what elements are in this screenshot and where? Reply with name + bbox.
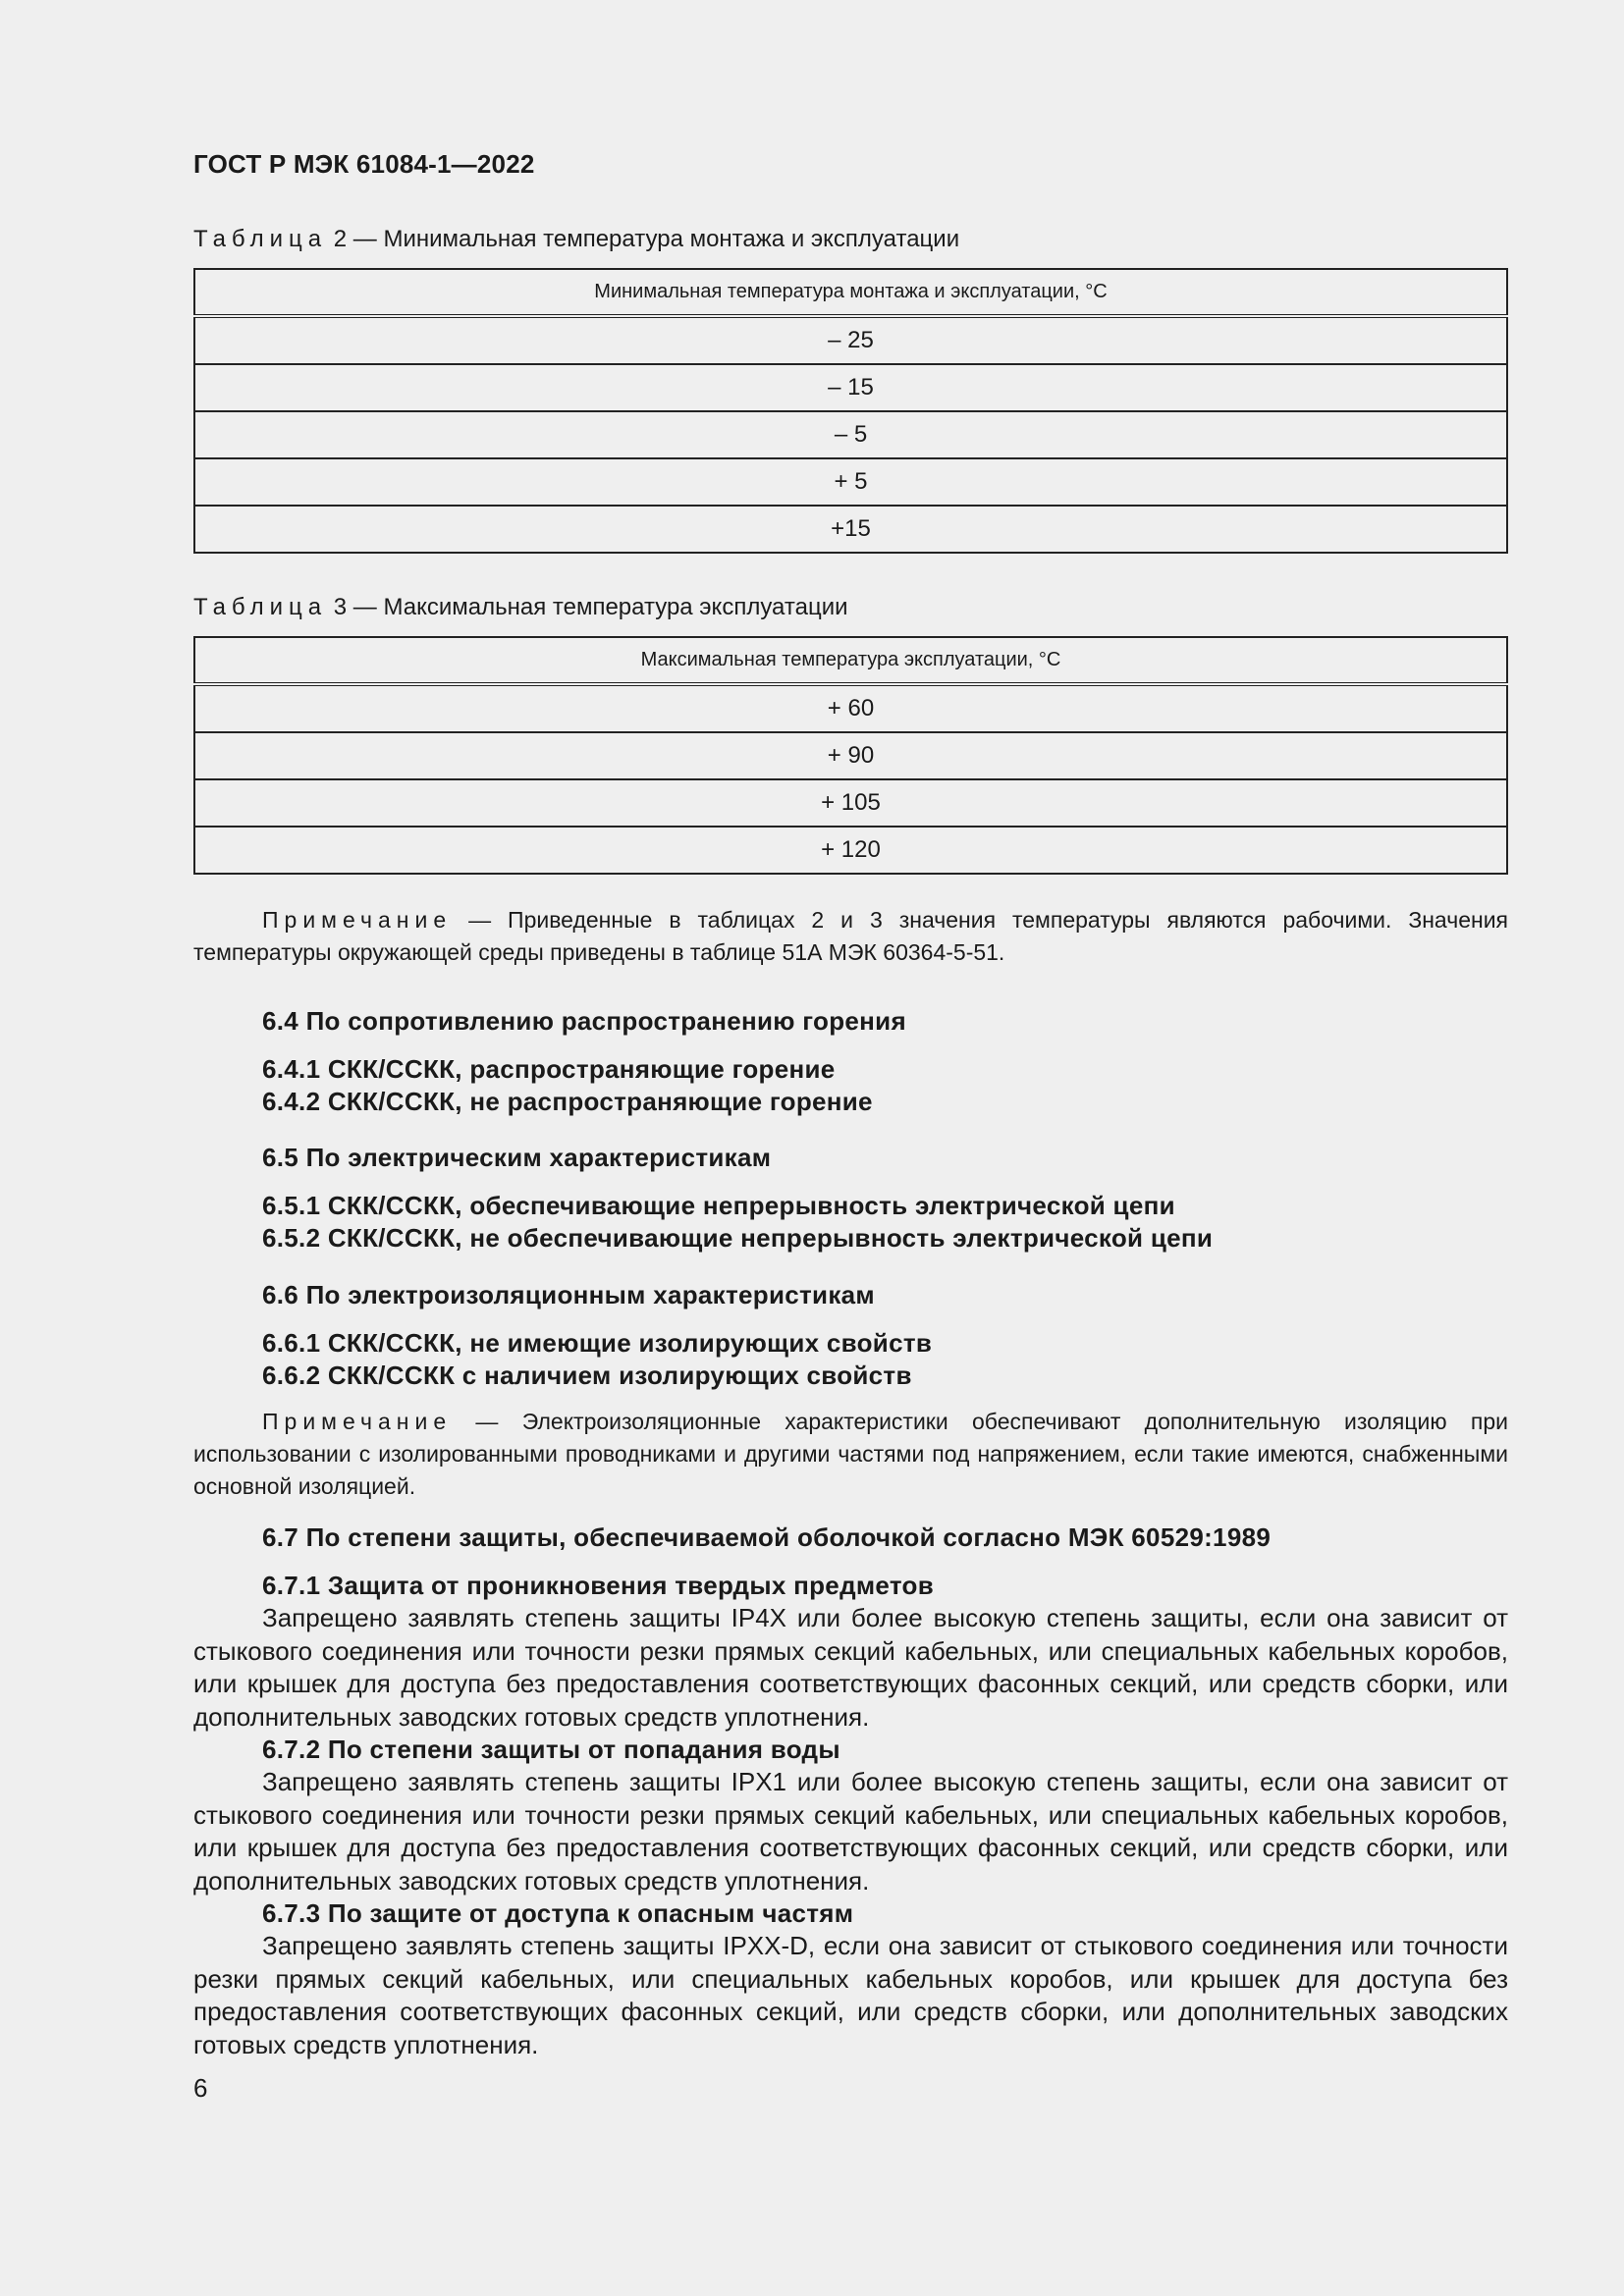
heading-6-6-1: 6.6.1 СКК/ССКК, не имеющие изолирующих свойств <box>262 1328 933 1358</box>
table2-column-header: Минимальная температура монтажа и эксплуатации, °С <box>194 269 1507 316</box>
table2-cell: + 5 <box>194 458 1507 506</box>
table2-cell: – 15 <box>194 364 1507 411</box>
heading-6-5-1: 6.5.1 СКК/ССКК, обеспечивающие непрерывность электрической цепи <box>262 1191 1175 1220</box>
note-2-label: Примечание <box>262 1409 453 1434</box>
table2-caption <box>193 226 959 253</box>
table2-caption-label: Таблица <box>193 226 328 252</box>
heading-6-4-1: 6.4.1 СКК/ССКК, распространяющие горение <box>262 1054 836 1084</box>
table3 <box>193 636 1508 875</box>
heading-6-5: 6.5 По электрическим характеристикам <box>262 1143 772 1172</box>
heading-6-7-1: 6.7.1 Защита от проникновения твердых предметов <box>262 1571 934 1600</box>
heading-6-5-2: 6.5.2 СКК/ССКК, не обеспечивающие непрерывность электрической цепи <box>262 1223 1214 1253</box>
table2-cell: +15 <box>194 506 1507 553</box>
heading-6-4: 6.4 По сопротивлению распространению горения <box>262 1006 906 1036</box>
table3-cell: + 60 <box>827 695 875 721</box>
heading-6-7-3: 6.7.3 По защите от доступа к опасным частям <box>262 1898 854 1928</box>
table2-cell: – 25 <box>828 327 874 353</box>
heading-6-6-2: 6.6.2 СКК/ССКК с наличием изолирующих свойств <box>262 1361 912 1390</box>
table2 <box>193 268 1508 554</box>
table3-caption-text: 3 — Максимальная температура эксплуатации <box>333 594 848 620</box>
page-number: 6 <box>193 2073 208 2103</box>
note-1-text: — Приведенные в таблицах 2 и 3 значения температуры являются рабочими. Значения температуры окружающей среды приведены в таблице 51А МЭК 60364-5-51. <box>193 907 1508 965</box>
table3-cell: + 120 <box>194 827 1507 874</box>
heading-6-7: 6.7 По степени защиты, обеспечиваемой оболочкой согласно МЭК 60529:1989 <box>262 1522 1272 1552</box>
document-header: ГОСТ Р МЭК 61084-1—2022 <box>193 149 535 179</box>
table3-column-header: Максимальная температура эксплуатации, °С <box>194 637 1507 684</box>
table3-cell: + 90 <box>194 732 1507 779</box>
table3-cell: + 105 <box>194 779 1507 827</box>
paragraph-6-7-1: Запрещено заявлять степень защиты IP4X или более высокую степень защиты, если она зависит от стыкового соединения или точности резки прямых секций кабельных, или специальных кабельных коробов, или крышек для доступа без предоставления соответствующих фасонных секций, или средств сборки, или дополнительных заводских готовых средств уплотнения. <box>193 1603 1508 1732</box>
table2-cell: – 5 <box>194 411 1507 458</box>
note-2-text: — Электроизоляционные характеристики обеспечивают дополнительную изоляцию при использовании с изолированными проводниками и другими частями под напряжением, если такие имеются, снабженными основной изоляцией. <box>193 1409 1508 1499</box>
table3-caption-label: Таблица <box>193 594 328 620</box>
table2-caption-text: 2 — Минимальная температура монтажа и эксплуатации <box>333 226 960 252</box>
note-1-label: Примечание <box>262 907 453 933</box>
note-2 <box>193 1406 1508 1503</box>
paragraph-6-7-2: Запрещено заявлять степень защиты IPX1 или более высокую степень защиты, если она зависит от стыкового соединения или точности резки прямых секций кабельных, или специальных кабельных коробов, или крышек для доступа без предоставления соответствующих фасонных секций, или средств сборки, или дополнительных заводских готовых средств уплотнения. <box>193 1767 1508 1896</box>
table3-caption <box>193 594 848 621</box>
heading-6-7-2: 6.7.2 По степени защиты от попадания воды <box>262 1735 840 1764</box>
heading-6-6: 6.6 По электроизоляционным характеристикам <box>262 1280 875 1309</box>
paragraph-6-7-3: Запрещено заявлять степень защиты IPXX-D, если она зависит от стыкового соединения или точности резки прямых секций кабельных, или специальных кабельных коробов, или крышек для доступа без предоставления соответствующих фасонных секций, или средств сборки, или дополнительных заводских готовых средств уплотнения. <box>193 1931 1508 2059</box>
note-1 <box>193 904 1508 969</box>
heading-6-4-2: 6.4.2 СКК/ССКК, не распространяющие горение <box>262 1087 873 1116</box>
